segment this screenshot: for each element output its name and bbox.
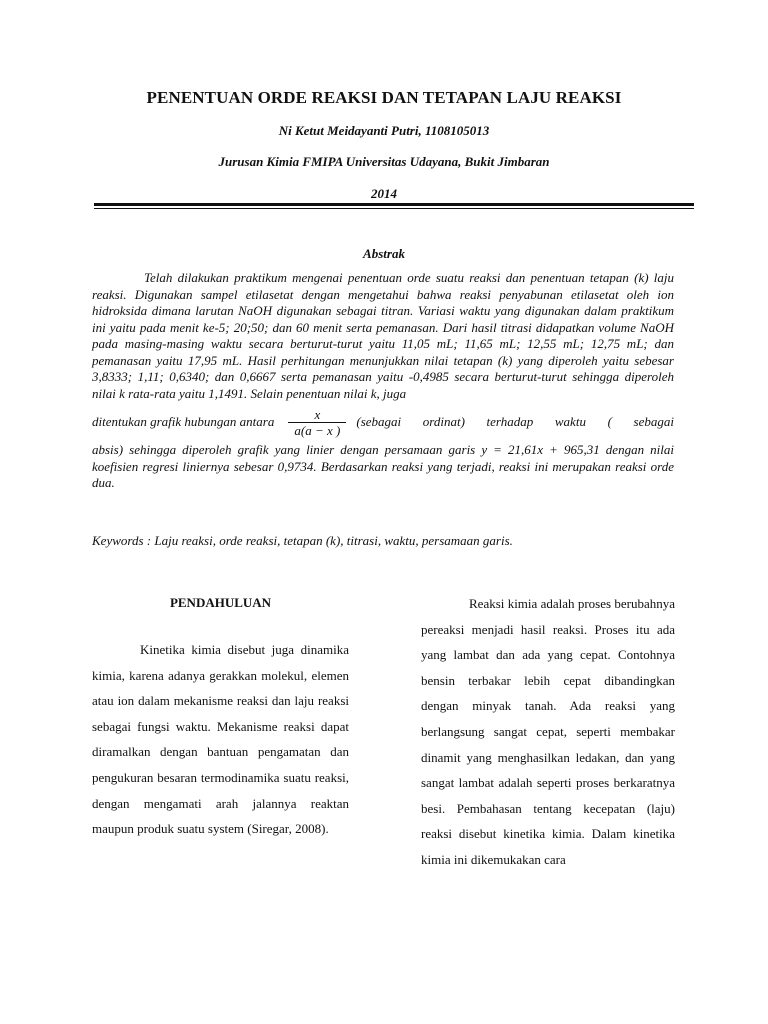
abstract-part-1: Telah dilakukan praktikum mengenai penentuan orde suatu reaksi dan penentuan tetapan (k) laju reaksi. Digunakan sampel etilasetat dengan mengetahui bahwa reaksi penyabunan etilasetat oleh ion hidroksida dimana larutan NaOH digunakan sebagai titran. Variasi waktu yang digunakan dalam praktikum ini yaitu pada menit ke-5; 20;50; dan 60 menit serta pemanasan. Dari hasil titrasi didapatkan volume NaOH pada masing-masing waktu secara berturut-turut yaitu 11,05 mL; 11,65 mL; 12,55 mL; 12,75 mL; dan pemanasan yaitu 17,95 mL. Hasil perhitungan menunjukkan nilai tetapan (k) yang diperoleh yaitu sebesar 3,8333; 1,11; 0,6340; dan 0,6667 serta pemanasan yaitu -0,4985 secara berturut-turut sehingga diperoleh nilai k rata-rata yaitu 1,1491. Selain penentuan nilai k, juga bbox=[92, 270, 674, 401]
abstract-body bbox=[92, 270, 674, 492]
keywords-line: Keywords : Laju reaksi, orde reaksi, tetapan (k), titrasi, waktu, persamaan garis. bbox=[92, 533, 513, 548]
header-rule-thin bbox=[94, 208, 694, 209]
abstract-formula-line bbox=[92, 402, 674, 442]
fraction-denominator: a(a − x ) bbox=[294, 422, 341, 438]
left-column bbox=[92, 637, 349, 842]
left-column-paragraph: Kinetika kimia disebut juga dinamika kimia, karena adanya gerakkan molekul, elemen atau ion dalam mekanisme reaksi dan laju reaksi sebagai fungsi waktu. Mekanisme reaksi dapat diramalkan dengan bantuan pengamatan dan pengukuran besaran termodinamika suatu reaksi, dengan mengamati arah jalannya reaktan maupun produk suatu system (Siregar, 2008). bbox=[92, 642, 349, 837]
paper-title: PENENTUAN ORDE REAKSI DAN TETAPAN LAJU REAKSI bbox=[146, 88, 622, 107]
formula-post-text: (sebagai ordinat) terhadap waktu ( sebagai bbox=[356, 413, 674, 429]
fraction-formula bbox=[288, 407, 346, 438]
formula-pre-text: ditentukan grafik hubungan antara bbox=[92, 413, 275, 429]
fraction-numerator: x bbox=[314, 406, 321, 422]
author-line: Ni Ketut Meidayanti Putri, 1108105013 bbox=[278, 123, 490, 138]
section-heading-pendahuluan: PENDAHULUAN bbox=[169, 595, 272, 610]
right-column bbox=[421, 591, 675, 873]
abstract-part-2: absis) sehingga diperoleh grafik yang linier dengan persamaan garis y = 21,61x + 965,31 dengan nilai koefisien regresi liniernya sebesar 0,9734. Berdasarkan reaksi yang terjadi, reaksi ini merupakan reaksi orde dua. bbox=[92, 442, 674, 490]
right-column-paragraph: Reaksi kimia adalah proses berubahnya pereaksi menjadi hasil reaksi. Proses itu ada yang lambat dan ada yang cepat. Contohnya bensin terbakar lebih cepat dibandingkan dengan minyak tanah. Ada reaksi yang berlangsung sangat cepat, seperti membakar dinamit yang menghasilkan ledakan, dan yang sangat lambat adalah seperti proses berkaratnya besi. Pembahasan tentang kecepatan (laju) reaksi disebut kinetika kimia. Dalam kinetika kimia ini dikemukakan cara bbox=[421, 596, 675, 867]
affiliation-line: Jurusan Kimia FMIPA Universitas Udayana, Bukit Jimbaran bbox=[218, 154, 550, 169]
year-line: 2014 bbox=[371, 186, 397, 201]
abstract-heading: Abstrak bbox=[363, 246, 405, 261]
header-rule-thick bbox=[94, 203, 694, 206]
